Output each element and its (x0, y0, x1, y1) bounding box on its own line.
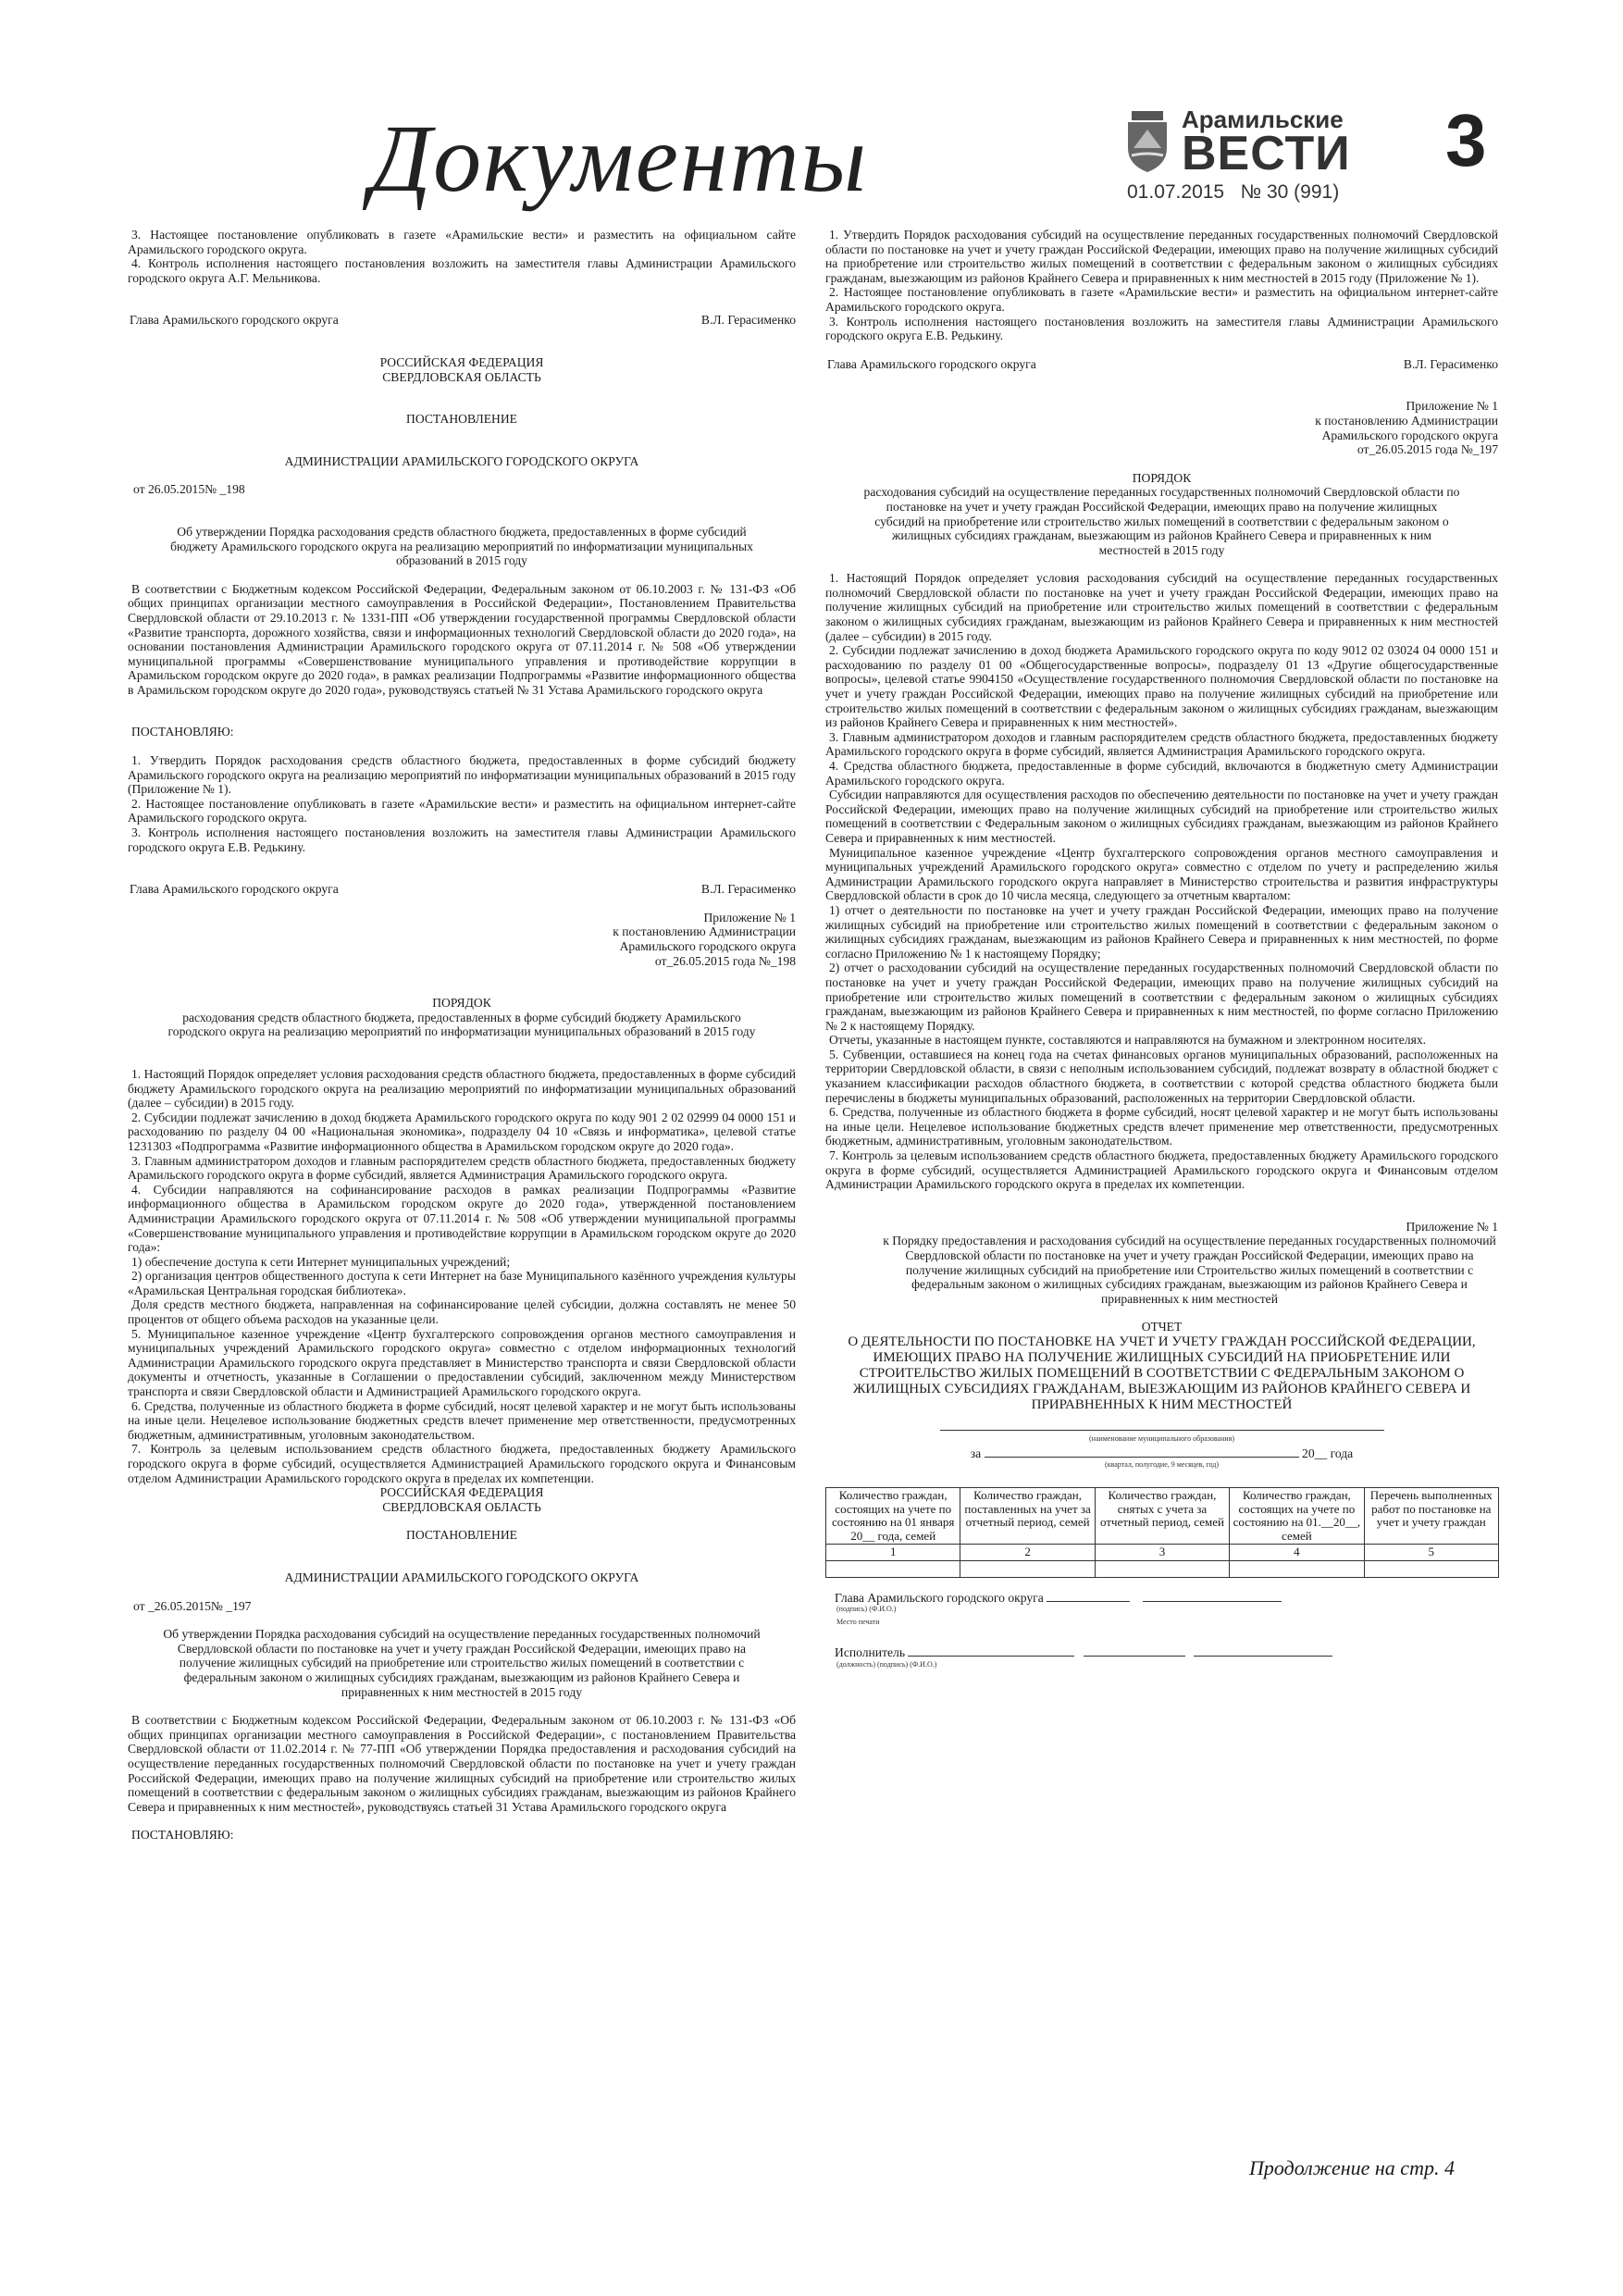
paragraph: Доля средств местного бюджета, направленная на софинансирование целей субсидии, должна составлять не менее 50 процентов от общего объема расходов на указанные цели. (128, 1297, 796, 1327)
newspaper-logo (1124, 105, 1356, 180)
paragraph: 2. Субсидии подлежат зачислению в доход бюджета Арамильского городского округа по коду 9012 02 03024 04 0000 151 и расходованию по разделу 01 00 «Общегосударственные вопросы», подразделу 01 13 «Другие общегосударственные вопросы», целевой статье 9904150 «Осуществление государственного полномочия Свердловской области по постановке на учет и учету граждан Российской Федерации, имеющих право на получение жилищных субсидий на приобретение или строительство жилых помещений в соответствии с федеральным законом о жилищных субсидиях гражданам, выезжающим из районов Крайнего Севера и приравненных к ним местностей». (825, 643, 1498, 730)
table-cell: 5 (1364, 1545, 1498, 1561)
table-header-cell: Количество граждан, снятых с учета за отчетный период, семей (1095, 1488, 1229, 1545)
heading: СВЕРДЛОВСКАЯ ОБЛАСТЬ (382, 369, 541, 384)
issue-info (1127, 181, 1339, 204)
appendix-line: к постановлению Администрации (1315, 413, 1498, 428)
paragraph: 6. Средства, полученные из областного бюджета в форме субсидий, носят целевой характер и не могут быть использованы на иные цели. Нецелевое использование бюджетных средств влечет применение мер ответственности, предусмотренных бюджетным, административным, уголовным законодательством. (128, 1398, 796, 1442)
paragraph: Субсидии направляются для осуществления расходов по обеспечению деятельности по постановке на учет и учету граждан Российской Федерации, имеющих право на получение жилищных субсидий на приобретение или строительство жилых помещений в соответствии с Федеральным законом о жилищных субсидиях гражданам, выезжающим из районов Крайнего Севера и приравненных к ним местностей. (825, 788, 1498, 845)
paragraph: 3. Контроль исполнения настоящего постановления возложить на заместителя главы Администрации Арамильского городского округа Е.В. Редькину. (825, 314, 1498, 343)
period-field (825, 1446, 1498, 1471)
paragraph: 5. Субвенции, оставшиеся на конец года на счетах финансовых органов муниципальных образований, расположенных на территории Свердловской области, в связи с неполным использованием субсидий, подлежат возврату в областной бюджет с указанием классификации расходов областного бюджета, в соответствии с которой средства областного бюджета были перечислены в бюджеты муниципальных образований, расположенных на территории Свердловской области. (825, 1047, 1498, 1105)
municipality-field (825, 1419, 1498, 1444)
appendix-line: Арамильского городского округа (619, 939, 796, 953)
heading: ПОСТАНОВЛЕНИЕ (406, 1528, 517, 1543)
heading: СВЕРДЛОВСКАЯ ОБЛАСТЬ (382, 1499, 541, 1514)
brand-name-top: Арамильские (1182, 105, 1344, 133)
report-heading: ОТЧЕТ (1141, 1320, 1183, 1334)
table-header-cell: Количество граждан, поставленных на учет за отчетный период, семей (960, 1488, 1095, 1545)
signature-block (825, 1591, 1498, 1669)
signature-line (128, 882, 796, 897)
paragraph: 4. Субсидии направляются на софинансирование расходов в рамках реализации Подпрограммы «Развитие информационного общества в Арамильском городском округе до 2020 года», утвержденной постановлением Администрации Арамильского городского округа от 07.11.2014 г. № 508 «Об утверждении муниципальной программы «Совершенствование муниципального управления и противодействие коррупции в Арамильском городском округе до 2020 года»: (128, 1182, 796, 1255)
table-row (826, 1560, 1499, 1577)
table-cell: 1 (826, 1545, 960, 1561)
issue-date: 01.07.2015 (1127, 181, 1225, 203)
paragraph: 4. Средства областного бюджета, предоставленные в форме субсидий, включаются в бюджетную смету Администрации Арамильского городского округа. (825, 759, 1498, 788)
head-signature (835, 1591, 1498, 1606)
paragraph: 1) отчет о деятельности по постановке на учет и учету граждан Российской Федерации, имеющих право на получение жилищных субсидий на приобретение или строительство жилых помещений в соответствии с федеральным законом о жилищных субсидиях гражданам, выезжающим из районов Крайнего Севера и приравненных к ним местностей, по форме согласно Приложению № 1 к настоящему Порядку; (825, 902, 1498, 961)
coat-of-arms-icon (1124, 111, 1171, 172)
signature-line (825, 357, 1498, 372)
brand-name-main: ВЕСТИ (1182, 127, 1351, 180)
document-date: от _26.05.2015№ _197 (133, 1598, 252, 1613)
signature-role: Глава Арамильского городского округа (130, 882, 339, 897)
paragraph: В соответствии с Бюджетным кодексом Российской Федерации, Федеральным законом от 06.10.2003 г. № 131-ФЗ «Об общих принципах организации местного самоуправления в Российской Федерации», с постановлением Правительства Свердловской области от 11.02.2014 г. № 77-ПП «Об утверждении Порядка предоставления и расходования субсидий на осуществление переданных государственных полномочий Свердловской области по постановке на учет и учету граждан Российской Федерации, имеющих право на получение жилищных субсидий на приобретение или строительство жилых помещений в соответствии с федеральным законом о жилищных субсидиях гражданам, выезжающим из районов Крайнего Севера и приравненных к ним местностей», руководствуясь статьей 31 Устава Арамильского городского округа (128, 1713, 796, 1814)
appendix-line: Арамильского городского округа (1321, 428, 1498, 442)
document-date: от 26.05.2015№ _198 (133, 482, 245, 497)
paragraph: 6. Средства, полученные из областного бюджета в форме субсидий, носят целевой характер и не могут быть использованы на иные цели. Нецелевое использование бюджетных средств влечет применение мер ответственности, предусмотренных бюджетным, административным, уголовным законодательством. (825, 1105, 1498, 1148)
heading: ПОРЯДОК (1132, 470, 1192, 485)
heading: РОССИЙСКАЯ ФЕДЕРАЦИЯ (379, 1485, 544, 1500)
signature-name: В.Л. Герасименко (700, 313, 796, 328)
period-year: 20__ года (1302, 1446, 1354, 1460)
table-header-cell: Перечень выполненных работ по постановке на учет и учету граждан (1364, 1488, 1498, 1545)
appendix-line: Приложение № 1 (1406, 399, 1498, 414)
paragraph: 3. Настоящее постановление опубликовать в газете «Арамильские вести» и разместить на официальном сайте Арамильского городского округа. (128, 228, 796, 256)
paragraph: 3. Контроль исполнения настоящего постановления возложить на заместителя главы Администрации Арамильского городского округа Е.В. Редькину. (128, 825, 796, 854)
document-title: Об утверждении Порядка расходования средств областного бюджета, предоставленных в форме субсидий бюджету Арамильского городского округа на реализацию мероприятий по информатизации муниципальных образований в 2015 году (170, 524, 753, 568)
paragraph: 1. Утвердить Порядок расходования средств областного бюджета, предоставленных в форме субсидий бюджету Арамильского городского округа на реализацию мероприятий по информатизации муниципальных образований в 2015 году (Приложение № 1). (128, 753, 796, 797)
paragraph: Отчеты, указанные в настоящем пункте, составляются и направляются на бумажном и электронном носителях. (829, 1033, 1427, 1048)
heading: АДМИНИСТРАЦИИ АРАМИЛЬСКОГО ГОРОДСКОГО ОКРУГА (284, 453, 639, 468)
paragraph: 2. Настоящее постановление опубликовать в газете «Арамильские вести» и разместить на официальном интернет-сайте Арамильского городского округа. (825, 285, 1498, 314)
paragraph: В соответствии с Бюджетным кодексом Российской Федерации, Федеральным законом от 06.10.2003 г. № 131-ФЗ «Об общих принципах организации местного самоуправления в Российской Федерации», Постановлением Правительства Свердловской области от 29.10.2013 г. № 1331-ПП «Об утверждении государственной программы Свердловской области «Развитие транспорта, дорожного хозяйства, связи и информационных технологий Свердловской области до 2020 года», на основании постановления Администрации Арамильского городского округа от 07.11.2014 г. № 508 «Об утверждении муниципальной программы «Совершенствование муниципального управления и противодействие коррупции в Арамильском городском округе до 2020 года», в рамках реализации Подпрограммы «Развитие информационного общества в Арамильском городском округе до 2020 года», руководствуясь статьей № 31 Устава Арамильского городского округа (128, 581, 796, 697)
appendix-line: от_26.05.2015 года №_198 (654, 953, 796, 968)
table-header-cell: Количество граждан, состоящих на учете по состоянию на 01.__20__, семей (1230, 1488, 1364, 1545)
paragraph: 7. Контроль за целевым использованием средств областного бюджета, предоставленных бюджету Арамильского городского округа в форме субсидий, осуществляется Администрацией Арамильского городского округа и Финансовым отделом Администрации Арамильского городского округа в пределах их компетенции. (128, 1442, 796, 1485)
heading: РОССИЙСКАЯ ФЕДЕРАЦИЯ (379, 354, 544, 369)
paragraph: 7. Контроль за целевым использованием средств областного бюджета, предоставленных бюджету Арамильского городского округа в форме субсидий, осуществляется Администрацией Арамильского городского округа и Финансовым отделом Администрации Арамильского городского округа в пределах их компетенции. (825, 1148, 1498, 1192)
stamp-place: Место печати (836, 1618, 880, 1627)
issue-number: № 30 (991) (1240, 181, 1340, 203)
field-caption: (квартал, полугодие, 9 месяцев, год) (1104, 1460, 1220, 1470)
executor-signature (835, 1645, 1498, 1660)
heading: АДМИНИСТРАЦИИ АРАМИЛЬСКОГО ГОРОДСКОГО ОКРУГА (284, 1570, 639, 1584)
page-number: 3 (1445, 99, 1487, 181)
paragraph: 1. Утвердить Порядок расходования субсидий на осуществление переданных государственных полномочий Свердловской области по постановке на учет и учету граждан Российской Федерации, имеющих право на получение жилищных субсидий на приобретение или строительство жилых помещений в соответствии с федеральным законом о жилищных субсидиях гражданам, выезжающим из районов Крайнего Севера и приравненных к ним местностей в 2015 году (Приложение № 1). (825, 228, 1498, 285)
report-table (825, 1487, 1499, 1578)
paragraph: 3. Главным администратором доходов и главным распорядителем средств областного бюджета, предоставленных бюджету Арамильского городского округа в форме субсидий, является Администрация Арамильского городского округа. (825, 729, 1498, 759)
table-cell: 4 (1230, 1545, 1364, 1561)
heading: ПОСТАНОВЛЕНИЕ (406, 412, 517, 427)
period-label: за (970, 1446, 982, 1460)
heading: ПОСТАНОВЛЯЮ: (131, 1828, 234, 1843)
table-cell: 3 (1095, 1545, 1229, 1561)
document-title: расходования субсидий на осуществление переданных государственных полномочий Свердловской области по постановке на учет и учету граждан Российской Федерации, имеющих право на получение жилищных субсидий на приобретение или строительство жилых помещений в соответствии с федеральным законом о жилищных субсидиях гражданам, выезжающим из районов Крайнего Севера и приравненных к ним местностей в 2015 году (863, 485, 1460, 557)
right-column (825, 228, 1498, 1669)
appendix-line: Приложение № 1 (1406, 1219, 1498, 1234)
signature-role: Исполнитель (835, 1645, 906, 1660)
signature-name: В.Л. Герасименко (1403, 356, 1498, 371)
report-title: О ДЕЯТЕЛЬНОСТИ ПО ПОСТАНОВКЕ НА УЧЕТ И УЧЕТУ ГРАЖДАН РОССИЙСКОЙ ФЕДЕРАЦИИ, ИМЕЮЩИХ ПРАВО НА ПОЛУЧЕНИЕ ЖИЛИЩНЫХ СУБСИДИЙ НА ПРИОБРЕТЕНИЕ ИЛИ СТРОИТЕЛЬСТВО ЖИЛЫХ ПОМЕЩЕНИЙ В СООТВЕТСТВИИ С ФЕДЕРАЛЬНЫМ ЗАКОНОМ О ЖИЛИЩНЫХ СУБСИДИЯХ ГРАЖДАНАМ, ВЫЕЗЖАЮЩИМ ИЗ РАЙОНОВ КРАЙНЕГО СЕВЕРА И ПРИРАВНЕННЫХ К НИМ МЕСТНОСТЕЙ (848, 1334, 1476, 1412)
table-header-row (826, 1488, 1499, 1545)
paragraph: Муниципальное казенное учреждение «Центр бухгалтерского сопровождения органов местного самоуправления и муниципальных учреждений Арамильского городского округа» совместно с отделом по учету и распределению жилья Администрации Арамильского городского округа направляет в Министерство строительства и развития инфраструктуры Свердловской области в срок до 10 числа месяца, следующего за отчетным кварталом: (825, 845, 1498, 903)
paragraph: 4. Контроль исполнения настоящего постановления возложить на заместителя главы Администрации Арамильского городского округа А.Г. Мельникова. (128, 256, 796, 285)
table-row (826, 1545, 1499, 1561)
appendix-line: к постановлению Администрации (613, 925, 796, 939)
document-title: расходования средств областного бюджета, предоставленных в форме субсидий бюджету Арамильского городского округа на реализацию мероприятий по информатизации муниципальных образований в 2015 году (167, 1010, 756, 1039)
continuation-note: Продолжение на стр. 4 (1249, 2156, 1455, 2179)
heading: ПОСТАНОВЛЯЮ: (131, 725, 234, 739)
paragraph: 5. Муниципальное казенное учреждение «Центр бухгалтерского сопровождения органов местного самоуправления и муниципальных учреждений Арамильского городского округа» совместно с отделом информационных технологий Администрации Арамильского городского округа представляет в Министерство транспорта и связи Свердловской области документы и отчетность, указанные в Соглашении о предоставлении субсидий, заключенном между Министерством транспорта и связи Свердловской области и Администрацией Арамильского городского округа. (128, 1326, 796, 1399)
field-caption: (подпись) (Ф.И.О.) (836, 1605, 897, 1614)
signature-role: Глава Арамильского городского округа (827, 356, 1036, 371)
section-title: Документы (370, 105, 869, 212)
signature-name: В.Л. Герасименко (700, 882, 796, 897)
paragraph: 1. Настоящий Порядок определяет условия расходования субсидий на осуществление переданных государственных полномочий Свердловской области по постановке на учет и учету граждан Российской Федерации, имеющих право на получение жилищных субсидий на приобретение или строительство жилых помещений в соответствии с федеральным законом о жилищных субсидиях гражданам, выезжающим из районов Крайнего Севера и приравненных к ним местностей (далее – субсидии) в 2015 году. (825, 571, 1498, 643)
left-column (128, 228, 796, 1843)
signature-role: Глава Арамильского городского округа (835, 1590, 1044, 1605)
table-header-cell: Количество граждан, состоящих на учете по состоянию на 01 января 20__ года, семей (826, 1488, 960, 1545)
paragraph: 2. Настоящее постановление опубликовать в газете «Арамильские вести» и разместить на официальном интернет-сайте Арамильского городского округа. (128, 796, 796, 825)
document-title: Об утверждении Порядка расходования субсидий на осуществление переданных государственных полномочий Свердловской области по постановке на учет и учету граждан Российской Федерации, имеющих право на получение жилищных субсидий на приобретение или строительство жилых помещений в соответствии с федеральным законом о жилищных субсидиях гражданам, выезжающим из районов Крайнего Севера и приравненных к ним местностей в 2015 году (163, 1627, 761, 1699)
appendix-line: Приложение № 1 (703, 910, 796, 925)
appendix-line: от_26.05.2015 года №_197 (1357, 442, 1498, 457)
paragraph: 1) обеспечение доступа к сети Интернет муниципальных учреждений; (131, 1254, 511, 1269)
field-caption: (наименование муниципального образования) (1089, 1433, 1234, 1443)
paragraph: 2) отчет о расходовании субсидий на осуществление переданных государственных полномочий Свердловской области по постановке на учет и учету граждан Российской Федерации, имеющих право на получение жилищных субсидий на приобретение или строительство жилых помещений в соответствии с федеральным законом о жилищных субсидиях гражданам, выезжающим из районов Крайнего Севера и приравненных к ним местностей, по форме согласно Приложению № 2 к настоящему Порядку. (825, 961, 1498, 1033)
signature-role: Глава Арамильского городского округа (130, 313, 339, 328)
signature-line (128, 313, 796, 328)
paragraph: 2. Субсидии подлежат зачислению в доход бюджета Арамильского городского округа по коду 901 2 02 02999 04 0000 151 и расходованию по разделу 04 00 «Национальная экономика», подразделу 04 10 «Связь и информатика», целевой статье 1231303 «Подпрограмма «Развитие информационного общества в Арамильском городском округе до 2020 года». (128, 1110, 796, 1153)
paragraph: 1. Настоящий Порядок определяет условия расходования средств областного бюджета, предоставленных в форме субсидий бюджету Арамильского городского округа на реализацию мероприятий по информатизации муниципальных образований (далее – субсидии) в 2015 году. (128, 1066, 796, 1111)
appendix-text: к Порядку предоставления и расходования субсидий на осуществление переданных государственных полномочий Свердловской области по постановке на учет и учету граждан Российской Федерации, имеющих право на получение жилищных субсидий на приобретение или Строительство жилых помещений в соответствии с федеральным законом о жилищных субсидиях гражданам, выезжающим из районов Крайнего Севера и приравненных к ним местностей (883, 1234, 1496, 1306)
paragraph: 2) организация центров общественного доступа к сети Интернет на базе Муниципального казённого учреждения культуры «Арамильская Центральная городская библиотека». (128, 1269, 796, 1297)
table-cell: 2 (960, 1545, 1095, 1561)
field-caption: (должность) (подпись) (Ф.И.О.) (836, 1659, 937, 1669)
paragraph: 3. Главным администратором доходов и главным распорядителем средств областного бюджета, предоставленных бюджету Арамильского городского округа в форме субсидий, является Администрация Арамильского городского округа. (128, 1153, 796, 1183)
heading: ПОРЯДОК (432, 996, 491, 1011)
